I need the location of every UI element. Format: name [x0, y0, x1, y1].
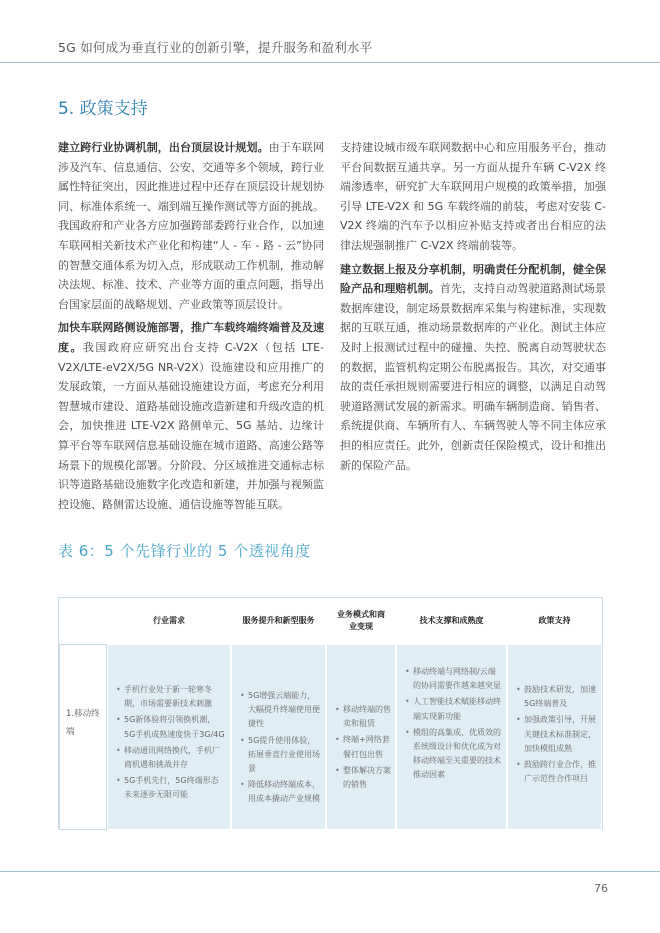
paragraph-body: 首先，支持自动驾驶道路测试场景数据库建设，制定场景数据库采集与构建标准，实现数据的互联互通，推动场景数据库的产业化。测试主体应及时上报测试过程中的碰撞、失控、脱离自动驾驶状态的数据，监管机构定期公布脱离报告。其次，对交通事故的责任承担规则需要进行相应的调整，以满足自动驾驶道路测试发展的新需求。明确车辆制造商、销售者、系统提供商、车辆所有人、车辆驾驶人等不同主体应承担的相应责任。此外，创新责任保险模式，设计和推出新的保险产品。	[340, 282, 607, 472]
paragraph	[58, 138, 324, 314]
cell-bullet: • 移动通讯网络换代，手机厂商机遇和挑战并存	[116, 744, 226, 772]
cell-bullet: • 人工智能技术赋能移动终端实现新功能	[405, 695, 502, 723]
cell-bullet: • 移动终端的售卖和租赁	[335, 703, 391, 731]
paragraph-body: 支持建设城市级车联网数据中心和应用服务平台，推动平台间数据互通共享。另一方面从提升车辆 C-V2X 终端渗透率，研究扩大车联网用户规模的政策举措，加强引导 LTE-V2X 和 5G 车载终端的前装，考虑对安装 C-V2X 终端的汽车予以相应补贴支持或者出台相应的法律法规强制推广 C-V2X 终端前装等。	[340, 141, 606, 252]
table-header-cell: 行业需求	[153, 616, 185, 625]
table-row-label-cell	[59, 644, 107, 830]
cell-bullet: • 5G新体验将引领换机潮，5G手机成熟速度快于3G/4G	[116, 713, 226, 741]
table-cell	[107, 644, 231, 830]
row-label: 1.移动终端	[66, 709, 100, 737]
table-header-cell: 技术支撑和成熟度	[419, 616, 484, 625]
table-header-cell: 服务提升和新型服务	[242, 616, 315, 625]
paragraph	[58, 318, 324, 514]
cell-bullet: • 加强政策引导，开展关键技术标准制定，加快模组成熟	[516, 713, 597, 756]
paragraph-lead: 建立跨行业协调机制，出台顶层设计规划。	[58, 141, 269, 154]
cell-bullet: • 手机行业处于新一轮寒冬期，市场需要新技术刺激	[116, 683, 226, 711]
paragraph-lead: 建立数据上报及分享机制，明确责任分配机制，健全保险产品和理赔机制。	[340, 262, 606, 296]
perspective-table	[58, 597, 603, 829]
table-title: 表 6：5 个先锋行业的 5 个透视角度	[58, 542, 311, 560]
paragraph-body: 由于车联网涉及汽车、信息通信、公安、交通等多个领域，跨行业属性特征突出，因此推进过程中还存在顶层设计规划协同、标准体系统一、端到端互操作测试等方面的挑战。我国政府和产业各方应加强跨部委跨行业合作，以加速车联网相关新技术产业化和构建“人 - 车 - 路 - 云”协同的智慧交通体系为切入点，形成联动工作机制，推动解决法规、标准、技术、产业等方面的重点问题，指导出台国家层面的战略规划、产业政策等顶层设计。	[58, 141, 325, 311]
cell-bullet: • 整体解决方案的销售	[335, 764, 391, 792]
table-header-cell	[59, 598, 107, 644]
footer-divider	[0, 871, 660, 872]
table-header	[59, 598, 602, 644]
cell-bullet: • 降低移动终端成本，用成本撬动产业规模	[240, 778, 321, 806]
right-column	[340, 138, 606, 479]
table-cell	[396, 644, 507, 830]
cell-bullet: • 5G增强云端能力，大幅提升终端使用便捷性	[240, 689, 321, 732]
cell-bullet: • 鼓励跨行业合作，推广示范性合作项目	[516, 758, 597, 786]
cell-bullet: • 5G手机先行，5G终端形态未来逐步无限可能	[116, 774, 226, 802]
cell-bullet: • 移动终端与网络制/云端的协同需要作越来越突显	[405, 665, 502, 693]
cell-bullet: • 模组的高集成、优质效的系统级设计和优化成为对移动终端至关重要的技术推动因素	[405, 726, 502, 783]
cell-bullet: • 终端+网络套餐打包出售	[335, 733, 391, 761]
paragraph	[340, 138, 606, 256]
left-column	[58, 138, 324, 518]
header-divider	[0, 62, 660, 63]
paragraph	[340, 260, 606, 476]
page-header: 5G 如何成为垂直行业的创新引擎，提升服务和盈利水平	[58, 40, 373, 55]
table-header-cell: 政策支持	[538, 616, 571, 625]
page-number: 76	[594, 882, 608, 895]
cell-bullet: • 5G提升使用体验，拓展垂直行业使用场景	[240, 734, 321, 777]
table-row	[59, 644, 602, 830]
cell-bullet: • 鼓励技术研发，加速5G终端普及	[516, 683, 597, 711]
section-title: 5. 政策支持	[58, 99, 148, 119]
table-cell	[507, 644, 602, 830]
table-cell	[326, 644, 396, 830]
table-cell	[231, 644, 326, 830]
paragraph-body: 我国政府应研究出台支持 C-V2X（包括 LTE-V2X/LTE-eV2X/5G NR-V2X）设施建设和应用推广的发展政策，一方面从基础设施建设方面，考虑充分利用智慧城市建设、道路基础设施改造新建和升级改造的机会，加快推进 LTE-V2X 路侧单元、5G 基站、边缘计算平台等车联网信息基础设施在城市道路、高速公路等场景下的规模化部署。分阶段、分区域推进交通标志标识等道路基础设施数字化改造和新建，并加强与视频监控设施、路侧雷达设施、通信设施等智能互联。	[58, 340, 325, 511]
paragraph-lead: 加快车联网路侧设施部署，推广车载终端终端普及及速度。	[58, 321, 324, 354]
table-header-cell: 业务模式和商业变现	[337, 610, 385, 631]
